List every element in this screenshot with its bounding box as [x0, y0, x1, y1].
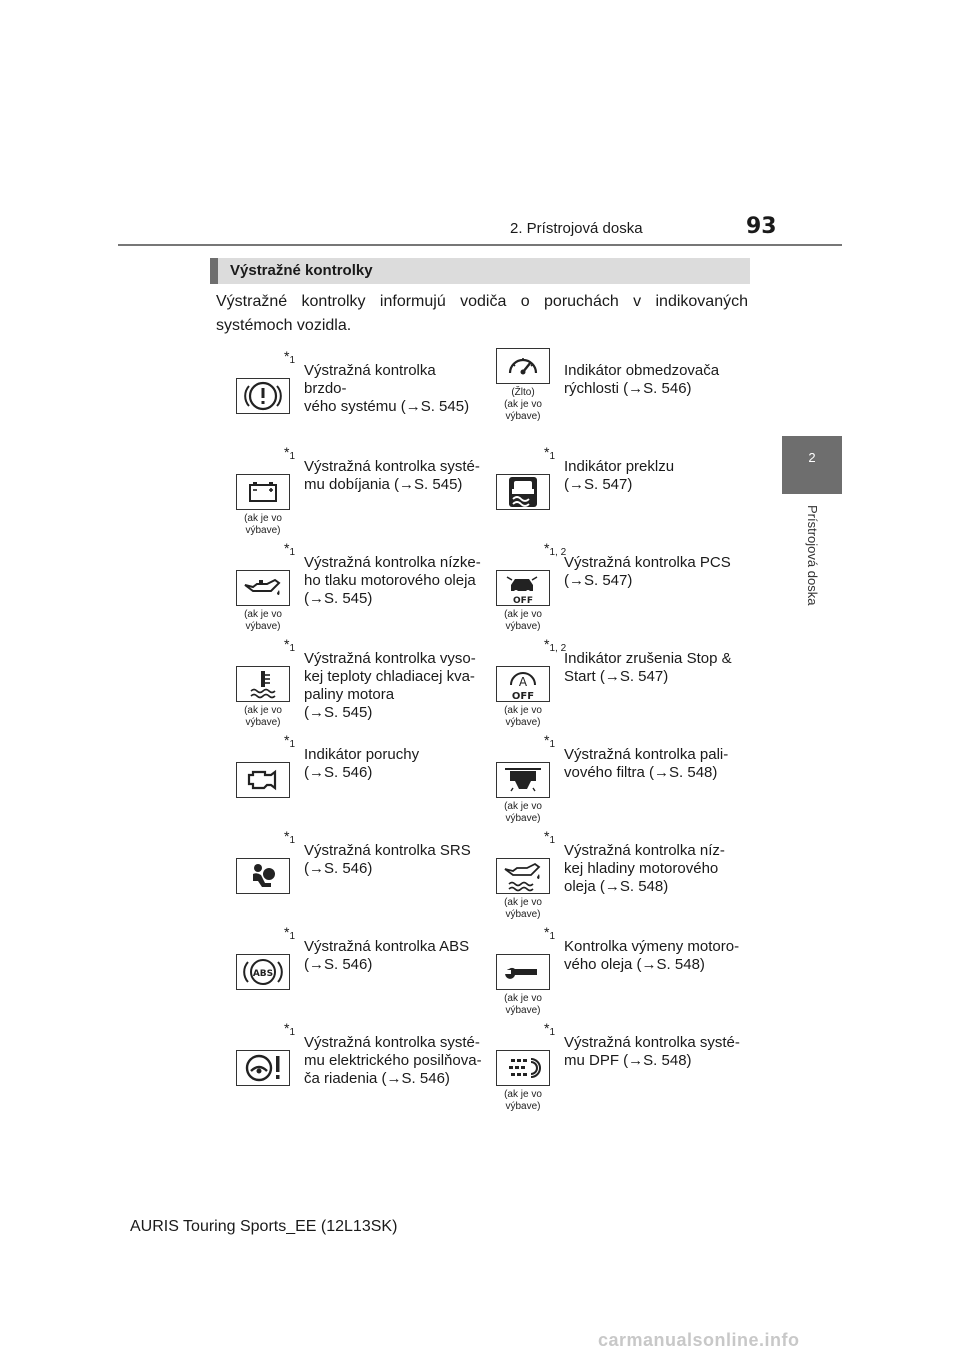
section-heading [210, 258, 750, 284]
warning-light-description [564, 554, 742, 590]
srs-airbag-icon [236, 858, 290, 894]
intro-paragraph: Výstražné kontrolky informujú vodiča o poruchách v indikovaných systémoch vozidla. [216, 293, 748, 334]
footnote-star: * [544, 540, 550, 556]
description-line: Indikátor poruchy [304, 746, 420, 763]
page-number: 93 [746, 214, 777, 239]
description-line: (→S. 546) [304, 764, 373, 781]
footnote-number: 1 [549, 931, 556, 942]
description-line: ča riadenia (→S. 546) [304, 1070, 450, 1087]
warning-light-entry [218, 828, 478, 920]
footnote-star: * [544, 732, 550, 748]
warning-light-description [304, 362, 482, 416]
warning-light-description [564, 458, 742, 494]
description-line: vého systému (→S. 545) [304, 398, 470, 415]
footnote-marker [284, 828, 295, 844]
description-line: Výstražná kontrolka níz- [564, 842, 725, 859]
svg-text:A: A [518, 675, 528, 689]
footnote-marker [544, 636, 566, 652]
brake-warning-icon [236, 378, 290, 414]
section-heading-text: Výstražné kontrolky [230, 262, 373, 279]
footnote-number: 1 [549, 1027, 556, 1038]
availability-note: (ak je vo výbave) [504, 897, 542, 920]
side-tab-label: Prístrojová doska [805, 505, 820, 606]
warning-light-description [304, 938, 482, 974]
warning-light-entry [218, 540, 481, 632]
warning-light-entry [218, 444, 478, 536]
footnote-number: 1 [289, 643, 296, 654]
abs-icon [236, 954, 290, 990]
description-line: oleja (→S. 548) [564, 878, 669, 895]
footnote-star: * [284, 636, 290, 652]
footer-model: AURIS Touring Sports_EE (12L13SK) [130, 1218, 398, 1235]
footnote-marker [284, 540, 295, 556]
side-tab-number: 2 [808, 450, 816, 465]
warning-light-entry [478, 1020, 738, 1112]
footnote-marker [284, 924, 295, 940]
footnote-star: * [544, 924, 550, 940]
description-line: Výstražná kontrolka ABS [304, 938, 470, 955]
footnote-star: * [544, 1020, 550, 1036]
warning-light-entry [218, 1020, 482, 1112]
description-line: Indikátor obmedzovača [564, 362, 720, 379]
fuel-filter-icon [496, 762, 550, 798]
description-line: kej teploty chladiacej kva- [304, 668, 475, 685]
oil-pressure-icon [236, 570, 290, 606]
warning-light-entry [218, 348, 478, 440]
warning-light-entry [478, 540, 738, 632]
availability-note: (ak je vo výbave) [504, 705, 542, 728]
power-steering-icon [236, 1050, 290, 1086]
oil-change-wrench-icon [496, 954, 550, 990]
side-tab-label-wrap [804, 505, 824, 625]
description-line: Výstražná kontrolka brzdo- [304, 362, 436, 397]
warning-light-description [304, 1034, 482, 1088]
description-line: vového filtra (→S. 548) [564, 764, 718, 781]
warning-light-description [564, 362, 742, 398]
footnote-marker [284, 444, 295, 460]
description-line: (→S. 545) [304, 590, 373, 607]
footnote-marker [544, 444, 555, 460]
warning-light-entry [478, 732, 738, 824]
footnote-number: 1, 2 [549, 643, 567, 654]
footnote-marker [544, 540, 566, 556]
description-line: Výstražná kontrolka vyso- [304, 650, 476, 667]
footnote-marker [544, 924, 555, 940]
pcs-off-icon [496, 570, 550, 606]
warning-light-description [564, 938, 742, 974]
description-line: (→S. 545) [304, 704, 373, 721]
footnote-number: 1 [289, 355, 296, 366]
footnote-star: * [284, 828, 290, 844]
description-line: Indikátor preklzu [564, 458, 675, 475]
warning-light-description [304, 554, 482, 608]
footnote-marker [284, 348, 295, 364]
availability-note: (ak je vo výbave) [244, 513, 282, 536]
description-line: mu dobíjania (→S. 545) [304, 476, 463, 493]
description-line: Výstražná kontrolka PCS [564, 554, 731, 571]
description-line: mu elektrického posilňova- [304, 1052, 482, 1069]
oil-level-icon [496, 858, 550, 894]
description-line: rýchlosti (→S. 546) [564, 380, 692, 397]
description-line: Výstražná kontrolka systé- [304, 1034, 480, 1051]
slip-indicator-icon [496, 474, 550, 510]
warning-light-description [304, 458, 482, 494]
footnote-star: * [284, 540, 290, 556]
availability-note: (ak je vo výbave) [504, 1089, 542, 1112]
footnote-marker [544, 732, 555, 748]
footnote-number: 1 [549, 835, 556, 846]
side-tab [782, 436, 842, 494]
footnote-number: 1, 2 [549, 547, 567, 558]
warning-light-entry [478, 828, 738, 920]
warning-light-description [564, 842, 742, 896]
availability-note: (ak je vo výbave) [504, 609, 542, 632]
speed-limiter-icon [496, 348, 550, 384]
description-line: Výstražná kontrolka pali- [564, 746, 729, 763]
watermark: carmanualsonline.info [598, 1330, 800, 1350]
availability-note: (ak je vo výbave) [244, 705, 282, 728]
availability-note: (ak je vo výbave) [504, 801, 542, 824]
footnote-star: * [284, 924, 290, 940]
warning-light-entry [478, 636, 738, 728]
warning-light-description [564, 650, 742, 686]
header-rule [118, 244, 842, 246]
description-line: Indikátor zrušenia Stop & [564, 650, 732, 667]
footnote-star: * [544, 828, 550, 844]
svg-text:OFF: OFF [511, 691, 535, 701]
description-line: Kontrolka výmeny motoro- [564, 938, 740, 955]
dpf-icon [496, 1050, 550, 1086]
description-line: Výstražná kontrolka systé- [564, 1034, 740, 1051]
warning-light-entry [218, 924, 478, 1016]
footnote-star: * [284, 444, 290, 460]
footnote-marker [544, 1020, 555, 1036]
warning-light-description [304, 842, 482, 878]
footnote-marker [284, 732, 295, 748]
footnote-marker [284, 636, 295, 652]
footnote-number: 1 [289, 931, 296, 942]
warning-light-entry [478, 924, 738, 1016]
availability-note: (Žlto) (ak je vo výbave) [504, 387, 542, 422]
stop-start-off-icon [496, 666, 550, 702]
coolant-temp-icon [236, 666, 290, 702]
footnote-number: 1 [289, 451, 296, 462]
footnote-number: 1 [289, 739, 296, 750]
warning-light-entry [478, 444, 738, 536]
availability-note: (ak je vo výbave) [504, 993, 542, 1016]
svg-text:OFF: OFF [513, 596, 533, 605]
footnote-star: * [284, 348, 290, 364]
section-title: 2. Prístrojová doska [510, 220, 643, 237]
description-line: Výstražná kontrolka nízke- [304, 554, 481, 571]
footnote-star: * [544, 636, 550, 652]
description-line: kej hladiny motorového [564, 860, 719, 877]
description-line: (→S. 546) [304, 860, 373, 877]
warning-light-entry [478, 348, 738, 440]
description-line: Start (→S. 547) [564, 668, 669, 685]
footnote-star: * [544, 444, 550, 460]
footnote-number: 1 [289, 1027, 296, 1038]
footnote-marker [544, 828, 555, 844]
description-line: (→S. 547) [564, 572, 633, 589]
footnote-number: 1 [289, 547, 296, 558]
warning-light-description [304, 746, 482, 782]
description-line: vého oleja (→S. 548) [564, 956, 705, 973]
footnote-number: 1 [549, 739, 556, 750]
footnote-marker [284, 1020, 295, 1036]
engine-malfunction-icon [236, 762, 290, 798]
footnote-star: * [284, 1020, 290, 1036]
description-line: paliny motora [304, 686, 395, 703]
battery-icon [236, 474, 290, 510]
footnote-number: 1 [289, 835, 296, 846]
warning-light-entry [218, 636, 478, 728]
description-line: (→S. 546) [304, 956, 373, 973]
availability-note: (ak je vo výbave) [244, 609, 282, 632]
warning-light-description [564, 746, 742, 782]
description-line: Výstražná kontrolka systé- [304, 458, 480, 475]
description-line: mu DPF (→S. 548) [564, 1052, 692, 1069]
warning-light-entry [218, 732, 478, 824]
description-line: (→S. 547) [564, 476, 633, 493]
description-line: ho tlaku motorového oleja [304, 572, 476, 589]
footnote-star: * [284, 732, 290, 748]
svg-text:ABS: ABS [252, 969, 274, 979]
warning-light-description [304, 650, 482, 722]
footnote-number: 1 [549, 451, 556, 462]
description-line: Výstražná kontrolka SRS [304, 842, 471, 859]
warning-light-description [564, 1034, 742, 1070]
